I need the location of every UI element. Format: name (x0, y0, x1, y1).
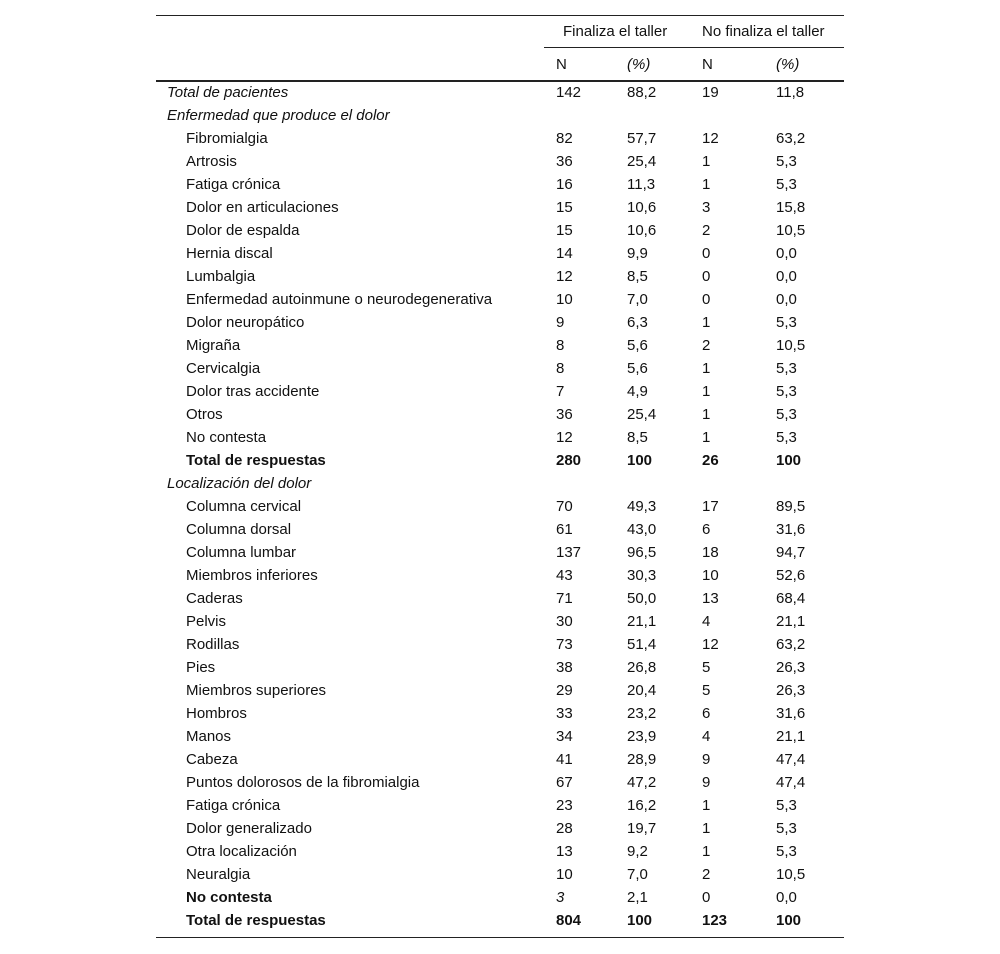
cell-pct-finaliza: 9,9 (627, 245, 648, 262)
cell-pct-finaliza: 50,0 (627, 590, 657, 607)
cell-pct-no-finaliza: 5,3 (776, 153, 797, 170)
row-label: Dolor generalizado (186, 820, 312, 837)
row-label: Cervicalgia (186, 360, 261, 377)
cell-pct-finaliza: 25,4 (627, 406, 657, 423)
cell-n-no-finaliza: 1 (702, 176, 711, 193)
cell-pct-finaliza: 8,5 (627, 268, 648, 285)
cell-n-no-finaliza: 1 (702, 153, 711, 170)
row-label: Otros (186, 406, 223, 423)
cell-pct-finaliza: 96,5 (627, 544, 657, 561)
cell-n-no-finaliza: 9 (702, 751, 711, 768)
cell-pct-finaliza: 2,1 (627, 889, 648, 906)
cell-pct-no-finaliza: 47,4 (776, 751, 806, 768)
cell-n-finaliza: 804 (556, 912, 582, 929)
cell-n-finaliza: 36 (556, 153, 573, 170)
row-label: Hernia discal (186, 245, 273, 262)
cell-n-no-finaliza: 26 (702, 452, 719, 469)
cell-n-finaliza: 71 (556, 590, 573, 607)
row-label: Manos (186, 728, 232, 745)
cell-n-no-finaliza: 1 (702, 314, 711, 331)
cell-pct-finaliza: 26,8 (627, 659, 657, 676)
cell-n-finaliza: 142 (556, 84, 582, 101)
cell-pct-no-finaliza: 21,1 (776, 728, 806, 745)
row-label: Fatiga crónica (186, 797, 281, 814)
cell-pct-finaliza: 100 (627, 912, 653, 929)
cell-pct-no-finaliza: 63,2 (776, 636, 806, 653)
cell-n-finaliza: 61 (556, 521, 573, 538)
cell-pct-finaliza: 5,6 (627, 360, 648, 377)
cell-n-no-finaliza: 0 (702, 245, 711, 262)
cell-pct-finaliza: 11,3 (627, 176, 656, 193)
row-label: Columna cervical (186, 498, 302, 515)
cell-pct-finaliza: 20,4 (627, 682, 657, 699)
cell-pct-finaliza: 7,0 (627, 866, 648, 883)
cell-n-no-finaliza: 6 (702, 705, 711, 722)
row-label: Neuralgia (186, 866, 251, 883)
cell-n-no-finaliza: 5 (702, 659, 711, 676)
cell-pct-finaliza: 28,9 (627, 751, 657, 768)
row-label: Puntos dolorosos de la fibromialgia (186, 774, 420, 791)
row-label: Total de pacientes (167, 84, 289, 101)
row-label: Pies (186, 659, 216, 676)
cell-pct-no-finaliza: 5,3 (776, 406, 797, 423)
cell-n-no-finaliza: 0 (702, 268, 711, 285)
cell-pct-finaliza: 30,3 (627, 567, 657, 584)
row-label: Total de respuestas (186, 912, 326, 929)
cell-pct-finaliza: 6,3 (627, 314, 648, 331)
cell-n-finaliza: 34 (556, 728, 573, 745)
cell-n-finaliza: 28 (556, 820, 573, 837)
row-label: Enfermedad que produce el dolor (167, 107, 390, 124)
row-label: Miembros inferiores (186, 567, 318, 584)
cell-n-no-finaliza: 18 (702, 544, 719, 561)
cell-n-finaliza: 280 (556, 452, 582, 469)
row-label: Dolor tras accidente (186, 383, 320, 400)
cell-pct-no-finaliza: 0,0 (776, 245, 797, 262)
cell-pct-finaliza: 7,0 (627, 291, 648, 308)
cell-n-no-finaliza: 1 (702, 843, 711, 860)
col-header-pct1: (%) (627, 56, 651, 73)
cell-pct-finaliza: 4,9 (627, 383, 648, 400)
cell-pct-no-finaliza: 0,0 (776, 889, 797, 906)
cell-pct-no-finaliza: 31,6 (776, 705, 806, 722)
cell-pct-no-finaliza: 11,8 (776, 84, 805, 101)
cell-pct-finaliza: 88,2 (627, 84, 657, 101)
cell-pct-no-finaliza: 89,5 (776, 498, 806, 515)
row-label: Localización del dolor (167, 475, 312, 492)
row-label: Rodillas (186, 636, 240, 653)
cell-pct-no-finaliza: 5,3 (776, 797, 797, 814)
cell-n-finaliza: 29 (556, 682, 573, 699)
col-header-n2: N (702, 56, 713, 73)
row-label: Caderas (186, 590, 243, 607)
row-label: No contesta (186, 429, 267, 446)
cell-pct-no-finaliza: 52,6 (776, 567, 806, 584)
row-label: Columna dorsal (186, 521, 292, 538)
cell-pct-no-finaliza: 100 (776, 912, 802, 929)
cell-pct-no-finaliza: 5,3 (776, 383, 797, 400)
cell-pct-finaliza: 10,6 (627, 199, 657, 216)
cell-n-finaliza: 41 (556, 751, 573, 768)
cell-pct-no-finaliza: 21,1 (776, 613, 806, 630)
row-label: No contesta (186, 889, 272, 906)
group-header-finaliza: Finaliza el taller (563, 23, 668, 40)
cell-n-no-finaliza: 1 (702, 406, 711, 423)
cell-pct-finaliza: 43,0 (627, 521, 657, 538)
cell-pct-finaliza: 100 (627, 452, 653, 469)
cell-n-no-finaliza: 2 (702, 337, 711, 354)
cell-n-finaliza: 33 (556, 705, 573, 722)
cell-pct-finaliza: 47,2 (627, 774, 657, 791)
row-label: Lumbalgia (186, 268, 256, 285)
header-bottom-rule (156, 80, 844, 82)
cell-pct-finaliza: 5,6 (627, 337, 648, 354)
cell-n-finaliza: 8 (556, 337, 565, 354)
cell-n-no-finaliza: 1 (702, 360, 711, 377)
cell-pct-no-finaliza: 5,3 (776, 176, 797, 193)
cell-pct-no-finaliza: 26,3 (776, 659, 806, 676)
cell-n-no-finaliza: 4 (702, 728, 711, 745)
cell-n-finaliza: 82 (556, 130, 573, 147)
cell-n-finaliza: 12 (556, 429, 573, 446)
cell-n-no-finaliza: 9 (702, 774, 711, 791)
cell-pct-no-finaliza: 10,5 (776, 222, 806, 239)
table-bottom-rule (156, 937, 844, 938)
row-label: Fatiga crónica (186, 176, 281, 193)
cell-n-finaliza: 16 (556, 176, 573, 193)
cell-pct-finaliza: 49,3 (627, 498, 657, 515)
cell-pct-finaliza: 8,5 (627, 429, 648, 446)
cell-n-no-finaliza: 17 (702, 498, 719, 515)
cell-n-finaliza: 137 (556, 544, 582, 561)
cell-pct-finaliza: 23,9 (627, 728, 657, 745)
cell-pct-finaliza: 16,2 (627, 797, 657, 814)
cell-pct-no-finaliza: 26,3 (776, 682, 806, 699)
col-header-pct2: (%) (776, 56, 800, 73)
cell-n-no-finaliza: 1 (702, 797, 711, 814)
cell-pct-no-finaliza: 63,2 (776, 130, 806, 147)
cell-n-finaliza: 36 (556, 406, 573, 423)
row-label: Cabeza (186, 751, 238, 768)
cell-pct-no-finaliza: 68,4 (776, 590, 806, 607)
cell-pct-no-finaliza: 5,3 (776, 429, 797, 446)
cell-n-no-finaliza: 123 (702, 912, 728, 929)
cell-pct-finaliza: 23,2 (627, 705, 657, 722)
cell-n-no-finaliza: 19 (702, 84, 719, 101)
row-label: Dolor neuropático (186, 314, 305, 331)
group-header-rule (544, 47, 844, 48)
cell-n-finaliza: 43 (556, 567, 573, 584)
cell-pct-no-finaliza: 31,6 (776, 521, 806, 538)
row-label: Fibromialgia (186, 130, 268, 147)
cell-pct-no-finaliza: 5,3 (776, 820, 797, 837)
row-label: Otra localización (186, 843, 297, 860)
row-label: Hombros (186, 705, 247, 722)
cell-n-no-finaliza: 4 (702, 613, 711, 630)
cell-pct-no-finaliza: 0,0 (776, 291, 797, 308)
row-label: Dolor de espalda (186, 222, 300, 239)
cell-n-finaliza: 23 (556, 797, 573, 814)
cell-pct-finaliza: 19,7 (627, 820, 657, 837)
row-label: Artrosis (186, 153, 237, 170)
cell-n-no-finaliza: 12 (702, 636, 719, 653)
cell-pct-no-finaliza: 94,7 (776, 544, 806, 561)
cell-n-no-finaliza: 0 (702, 291, 711, 308)
row-label: Miembros superiores (186, 682, 327, 699)
cell-n-no-finaliza: 10 (702, 567, 719, 584)
row-label: Total de respuestas (186, 452, 326, 469)
cell-n-finaliza: 14 (556, 245, 573, 262)
cell-n-finaliza: 13 (556, 843, 573, 860)
cell-n-finaliza: 15 (556, 222, 573, 239)
cell-n-no-finaliza: 1 (702, 383, 711, 400)
cell-pct-no-finaliza: 0,0 (776, 268, 797, 285)
row-label: Dolor en articulaciones (186, 199, 339, 216)
cell-n-finaliza: 67 (556, 774, 573, 791)
cell-pct-no-finaliza: 15,8 (776, 199, 806, 216)
cell-n-finaliza: 8 (556, 360, 565, 377)
cell-pct-no-finaliza: 47,4 (776, 774, 806, 791)
group-header-no-finaliza: No finaliza el taller (702, 23, 825, 40)
cell-pct-finaliza: 10,6 (627, 222, 657, 239)
cell-n-finaliza: 70 (556, 498, 573, 515)
col-header-n1: N (556, 56, 567, 73)
cell-pct-no-finaliza: 10,5 (776, 337, 806, 354)
cell-pct-no-finaliza: 5,3 (776, 360, 797, 377)
row-label: Migraña (186, 337, 241, 354)
cell-n-finaliza: 15 (556, 199, 573, 216)
cell-n-finaliza: 38 (556, 659, 573, 676)
cell-n-no-finaliza: 1 (702, 820, 711, 837)
cell-n-no-finaliza: 6 (702, 521, 711, 538)
cell-n-no-finaliza: 5 (702, 682, 711, 699)
cell-n-no-finaliza: 0 (702, 889, 711, 906)
cell-pct-no-finaliza: 5,3 (776, 314, 797, 331)
cell-n-finaliza: 12 (556, 268, 573, 285)
cell-pct-finaliza: 25,4 (627, 153, 657, 170)
cell-n-finaliza: 7 (556, 383, 565, 400)
cell-pct-finaliza: 57,7 (627, 130, 657, 147)
row-label: Enfermedad autoinmune o neurodegenerativa (186, 291, 493, 308)
cell-n-no-finaliza: 2 (702, 866, 711, 883)
cell-n-finaliza: 10 (556, 291, 573, 308)
cell-n-no-finaliza: 2 (702, 222, 711, 239)
cell-n-finaliza: 9 (556, 314, 565, 331)
cell-n-no-finaliza: 12 (702, 130, 719, 147)
cell-pct-finaliza: 21,1 (627, 613, 657, 630)
cell-pct-finaliza: 51,4 (627, 636, 657, 653)
cell-n-finaliza: 30 (556, 613, 573, 630)
cell-pct-no-finaliza: 10,5 (776, 866, 806, 883)
cell-n-no-finaliza: 1 (702, 429, 711, 446)
cell-n-no-finaliza: 3 (702, 199, 711, 216)
cell-n-finaliza: 73 (556, 636, 573, 653)
cell-n-finaliza: 3 (556, 889, 565, 906)
cell-n-finaliza: 10 (556, 866, 573, 883)
cell-pct-no-finaliza: 5,3 (776, 843, 797, 860)
row-label: Columna lumbar (186, 544, 297, 561)
table-top-rule (156, 15, 844, 16)
cell-n-no-finaliza: 13 (702, 590, 719, 607)
cell-pct-finaliza: 9,2 (627, 843, 648, 860)
row-label: Pelvis (186, 613, 227, 630)
cell-pct-no-finaliza: 100 (776, 452, 802, 469)
